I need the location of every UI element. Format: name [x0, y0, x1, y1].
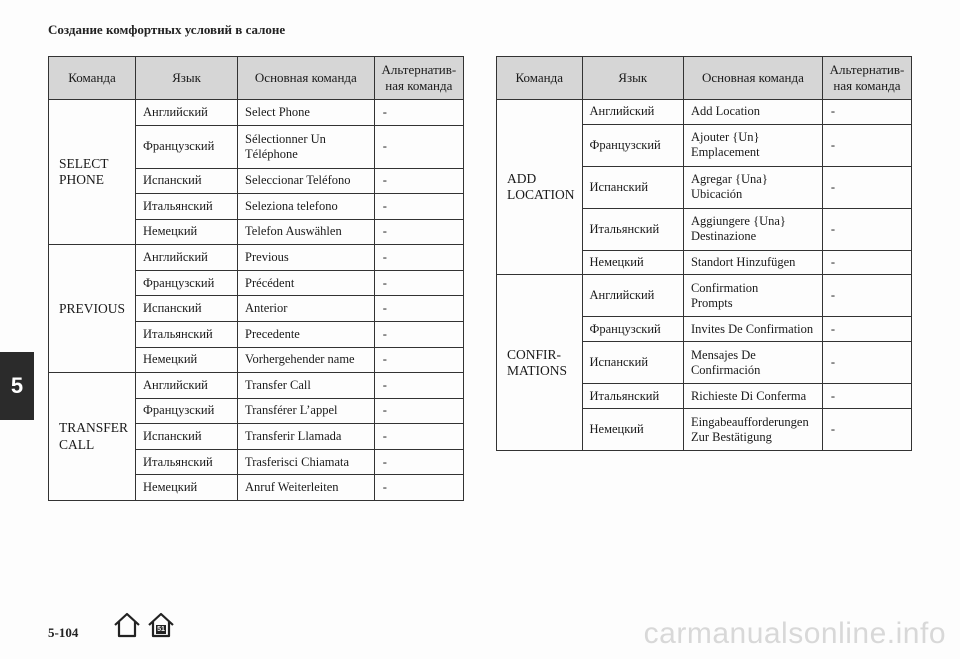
page-number: 5-104	[48, 625, 79, 640]
language-cell: Итальянский	[136, 321, 238, 347]
alt-command-cell: -	[374, 398, 463, 424]
alt-command-cell: -	[822, 342, 911, 384]
language-cell: Испанский	[582, 342, 683, 384]
main-command-cell: Précédent	[238, 270, 375, 296]
language-cell: Английский	[136, 245, 238, 271]
main-command-cell: Agregar {Una} Ubicación	[683, 166, 822, 208]
page-title: Создание комфортных условий в салоне	[48, 22, 286, 37]
table-row	[497, 275, 912, 317]
main-command-cell: Anterior	[238, 296, 375, 322]
language-cell: Немецкий	[136, 219, 238, 245]
table-row	[497, 100, 912, 125]
index-badge-label: 51	[157, 626, 165, 633]
alt-command-cell: -	[374, 347, 463, 373]
main-command-cell: Standort Hinzufügen	[683, 250, 822, 275]
language-cell: Английский	[582, 100, 683, 125]
alt-command-cell: -	[822, 317, 911, 342]
language-cell: Французский	[136, 270, 238, 296]
language-cell: Испанский	[136, 296, 238, 322]
language-cell: Английский	[136, 373, 238, 399]
main-command-cell: Trasferisci Chiamata	[238, 449, 375, 475]
language-cell: Испанский	[136, 424, 238, 450]
language-cell: Французский	[136, 125, 238, 168]
main-command-cell: Eingabeaufforderungen Zur Bestätigung	[683, 409, 822, 451]
table-row	[49, 245, 464, 271]
column-header-main-command: Основная команда	[683, 57, 822, 100]
alt-command-cell: -	[822, 166, 911, 208]
language-cell: Английский	[582, 275, 683, 317]
alt-command-cell: -	[822, 100, 911, 125]
alt-command-cell: -	[374, 424, 463, 450]
alt-command-cell: -	[374, 125, 463, 168]
table-row	[49, 373, 464, 399]
column-header-command: Команда	[49, 57, 136, 100]
column-header-alt-command: Альтернатив- ная команда	[822, 57, 911, 100]
language-cell: Французский	[582, 317, 683, 342]
language-cell: Немецкий	[136, 347, 238, 373]
main-command-cell: Confirmation Prompts	[683, 275, 822, 317]
column-header-main-command: Основная команда	[238, 57, 375, 100]
main-command-cell: Seleccionar Teléfono	[238, 168, 375, 194]
alt-command-cell: -	[822, 124, 911, 166]
language-cell: Итальянский	[582, 384, 683, 409]
language-cell: Немецкий	[136, 475, 238, 501]
alt-command-cell: -	[374, 168, 463, 194]
main-command-cell: Richieste Di Conferma	[683, 384, 822, 409]
alt-command-cell: -	[822, 384, 911, 409]
alt-command-cell: -	[374, 296, 463, 322]
main-command-cell: Transferir Llamada	[238, 424, 375, 450]
alt-command-cell: -	[822, 409, 911, 451]
main-command-cell: Anruf Weiterleiten	[238, 475, 375, 501]
table-header-row	[49, 57, 464, 100]
main-command-cell: Transférer L’appel	[238, 398, 375, 424]
main-command-cell: Select Phone	[238, 100, 375, 126]
alt-command-cell: -	[374, 270, 463, 296]
language-cell: Английский	[136, 100, 238, 126]
index-home-icon[interactable]	[146, 610, 176, 640]
language-cell: Испанский	[136, 168, 238, 194]
language-cell: Итальянский	[136, 194, 238, 220]
home-icon[interactable]	[112, 610, 142, 640]
language-cell: Немецкий	[582, 409, 683, 451]
main-command-cell: Telefon Auswählen	[238, 219, 375, 245]
voice-command-table-left	[48, 56, 464, 501]
main-command-cell: Invites De Confirmation	[683, 317, 822, 342]
main-command-cell: Mensajes De Confirmación	[683, 342, 822, 384]
main-command-cell: Aggiungere {Una} Destinazione	[683, 208, 822, 250]
column-header-alt-command: Альтернатив- ная команда	[374, 57, 463, 100]
language-cell: Французский	[136, 398, 238, 424]
language-cell: Испанский	[582, 166, 683, 208]
alt-command-cell: -	[374, 219, 463, 245]
navigation-icons	[112, 610, 176, 640]
alt-command-cell: -	[822, 208, 911, 250]
alt-command-cell: -	[374, 475, 463, 501]
column-header-language: Язык	[582, 57, 683, 100]
main-command-cell: Vorhergehender name	[238, 347, 375, 373]
chapter-tab: 5	[0, 352, 34, 420]
language-cell: Итальянский	[136, 449, 238, 475]
main-command-cell: Previous	[238, 245, 375, 271]
main-command-cell: Seleziona telefono	[238, 194, 375, 220]
table-row	[49, 100, 464, 126]
language-cell: Итальянский	[582, 208, 683, 250]
alt-command-cell: -	[374, 100, 463, 126]
column-header-language: Язык	[136, 57, 238, 100]
language-cell: Французский	[582, 124, 683, 166]
alt-command-cell: -	[374, 321, 463, 347]
alt-command-cell: -	[374, 373, 463, 399]
alt-command-cell: -	[374, 245, 463, 271]
alt-command-cell: -	[822, 250, 911, 275]
command-cell-transfer-call: TRANSFER CALL	[49, 373, 136, 501]
main-command-cell: Transfer Call	[238, 373, 375, 399]
alt-command-cell: -	[374, 449, 463, 475]
voice-command-table-right	[496, 56, 912, 451]
watermark: carmanualsonline.info	[643, 617, 946, 650]
alt-command-cell: -	[822, 275, 911, 317]
command-cell-confir-mations: CONFIR- MATIONS	[497, 275, 583, 451]
command-cell-previous: PREVIOUS	[49, 245, 136, 373]
main-command-cell: Ajouter {Un} Emplacement	[683, 124, 822, 166]
language-cell: Немецкий	[582, 250, 683, 275]
alt-command-cell: -	[374, 194, 463, 220]
main-command-cell: Add Location	[683, 100, 822, 125]
main-command-cell: Precedente	[238, 321, 375, 347]
column-header-command: Команда	[497, 57, 583, 100]
main-command-cell: Sélectionner Un Téléphone	[238, 125, 375, 168]
command-cell-add-location: ADD LOCATION	[497, 100, 583, 275]
table-header-row	[497, 57, 912, 100]
command-cell-select-phone: SELECT PHONE	[49, 100, 136, 245]
